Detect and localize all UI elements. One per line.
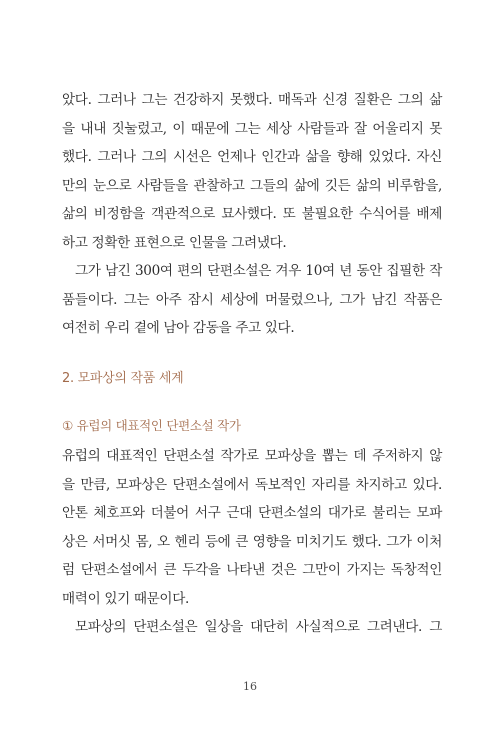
- section-heading: 2. 모파상의 작품 세계: [62, 371, 184, 386]
- body-paragraph-3: [62, 442, 442, 613]
- text-line: 았다. 그러나 그는 건강하지 못했다. 매독과 신경 질환은 그의 삶: [62, 92, 442, 108]
- text-line: 럼 단편소설에서 큰 두각을 나타낸 것은 그만이 가지는 독창적인: [62, 562, 442, 578]
- text-line: 안톤 체호프와 더불어 서구 근대 단편소설의 대가로 불리는 모파: [62, 505, 442, 521]
- text-line: 하고 정확한 표현으로 인물을 그려냈다.: [62, 234, 287, 251]
- text-line: 모파상의 단편소설은 일상을 대단히 사실적으로 그려낸다. 그: [75, 619, 442, 635]
- body-paragraph-2: [62, 257, 442, 343]
- text-line: 삶의 비정함을 객관적으로 묘사했다. 또 불필요한 수식어를 배제: [62, 206, 442, 222]
- text-line: 을 내내 짓눌렀고, 이 때문에 그는 세상 사람들과 잘 어울리지 못: [62, 120, 442, 137]
- text-line: 유럽의 대표적인 단편소설 작가로 모파상을 뽑는 데 주저하지 않: [62, 448, 442, 464]
- text-line: 만의 눈으로 사람들을 관찰하고 그들의 삶에 깃든 삶의 비루함을,: [62, 177, 442, 194]
- subsection-heading: ① 유럽의 대표적인 단편소설 작가: [62, 418, 241, 433]
- text-line: 매력이 있기 때문이다.: [62, 590, 189, 607]
- body-paragraph-4: [62, 613, 442, 642]
- text-line: 여전히 우리 곁에 남아 감동을 주고 있다.: [62, 320, 295, 336]
- text-line: 상은 서머싯 몸, 오 헨리 등에 큰 영향을 미치기도 했다. 그가 이처: [62, 533, 442, 550]
- text-line: 품들이다. 그는 아주 잠시 세상에 머물렀으나, 그가 남긴 작품은: [62, 291, 442, 308]
- body-paragraph-1: [62, 86, 442, 257]
- text-line: 을 만큼, 모파상은 단편소설에서 독보적인 자리를 차지하고 있다.: [62, 476, 442, 493]
- page-number: 16: [243, 680, 257, 693]
- text-line: 그가 남긴 300여 편의 단편소설은 겨우 10여 년 동안 집필한 작: [75, 263, 442, 279]
- text-line: 했다. 그러나 그의 시선은 언제나 인간과 삶을 향해 있었다. 자신: [62, 149, 442, 165]
